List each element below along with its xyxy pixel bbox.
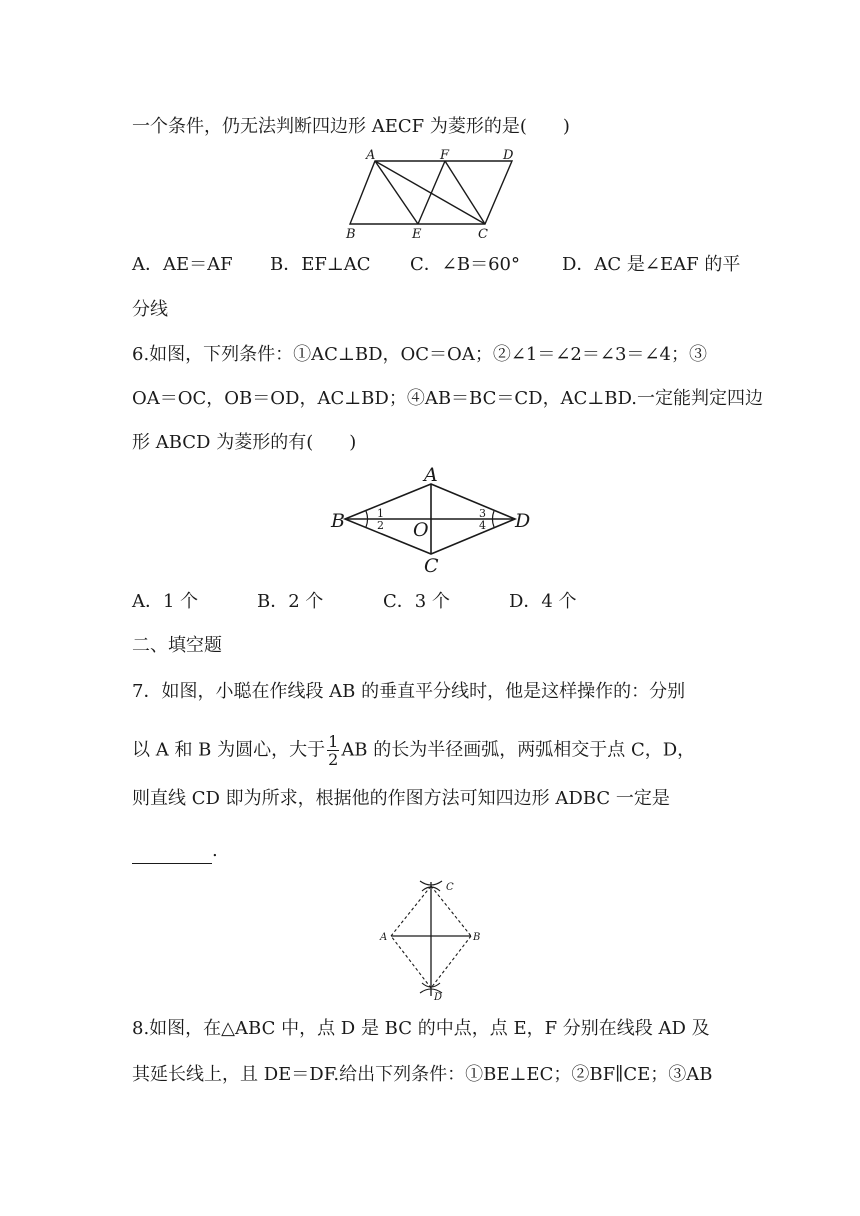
q6-line1: 6.如图，下列条件：①AC⊥BD，OC＝OA；②∠1＝∠2＝∠3＝∠4；③	[132, 344, 707, 365]
q6-line2: OA＝OC，OB＝OD，AC⊥BD；④AB＝BC＝CD，AC⊥BD.一定能判定四边	[132, 388, 764, 409]
q7-frac-den: 2	[328, 750, 339, 769]
q7-label-a: A	[380, 932, 388, 943]
q6-label-a: A	[424, 466, 438, 486]
q5-option-d-cont: 分线	[132, 299, 168, 320]
q8-line1: 8.如图，在△ABC 中，点 D 是 BC 的中点，点 E，F 分别在线段 AD 及	[132, 1018, 710, 1039]
q6-rhombus-figure	[325, 466, 545, 576]
q5-stem: 一个条件，仍无法判断四边形 AECF 为菱形的是( )	[132, 116, 570, 137]
q6-line3: 形 ABCD 为菱形的有( )	[132, 432, 357, 453]
q5-label-b: B	[346, 227, 356, 242]
q6-label-2: 2	[377, 519, 384, 532]
q7-construction-figure	[375, 874, 505, 1004]
q5-parallelogram-figure	[340, 142, 540, 242]
q7-label-b: B	[473, 932, 481, 943]
q6-label-b: B	[331, 510, 345, 532]
q7-answer-blank[interactable]	[132, 845, 212, 864]
q7-label-c: C	[446, 882, 454, 893]
q7-fraction	[327, 733, 339, 768]
q5-option-b: B．EF⊥AC	[270, 254, 371, 275]
q7-line2-post: AB 的长为半径画弧，两弧相交于点 C，D，	[341, 739, 696, 761]
q5-label-c: C	[478, 227, 488, 242]
q6-option-c: C．3 个	[383, 591, 450, 612]
q6-label-o: O	[413, 519, 429, 541]
section-title: 二、填空题	[132, 635, 222, 656]
q6-label-1: 1	[377, 507, 384, 520]
q7-frac-num: 1	[328, 732, 339, 751]
q7-line2	[132, 733, 695, 768]
q7-line1: 7．如图，小聪在作线段 AB 的垂直平分线时，他是这样操作的：分别	[132, 681, 686, 702]
q7-line4-end: .	[212, 840, 218, 861]
q7-line4	[132, 838, 218, 864]
q5-label-a: A	[366, 148, 376, 163]
q6-option-d: D．4 个	[509, 591, 577, 612]
q5-option-d: D．AC 是∠EAF 的平	[562, 254, 741, 275]
q8-line2: 其延长线上，且 DE＝DF.给出下列条件：①BE⊥EC；②BF∥CE；③AB	[132, 1064, 713, 1085]
q6-label-c: C	[424, 555, 439, 576]
q5-option-a: A．AE＝AF	[132, 254, 233, 275]
q6-label-d: D	[515, 510, 531, 532]
q6-option-b: B．2 个	[257, 591, 324, 612]
q7-line3: 则直线 CD 即为所求，根据他的作图方法可知四边形 ADBC 一定是	[132, 788, 670, 809]
q6-label-3: 3	[479, 507, 486, 520]
q6-option-a: A．1 个	[132, 591, 199, 612]
q5-option-c: C．∠B＝60°	[410, 254, 520, 275]
q6-label-4: 4	[479, 519, 486, 532]
q7-label-d: D	[434, 992, 443, 1003]
q5-label-d: D	[503, 148, 514, 163]
q5-label-e: E	[412, 227, 422, 242]
q5-label-f: F	[440, 148, 450, 163]
q7-line2-pre: 以 A 和 B 为圆心，大于	[132, 739, 326, 761]
